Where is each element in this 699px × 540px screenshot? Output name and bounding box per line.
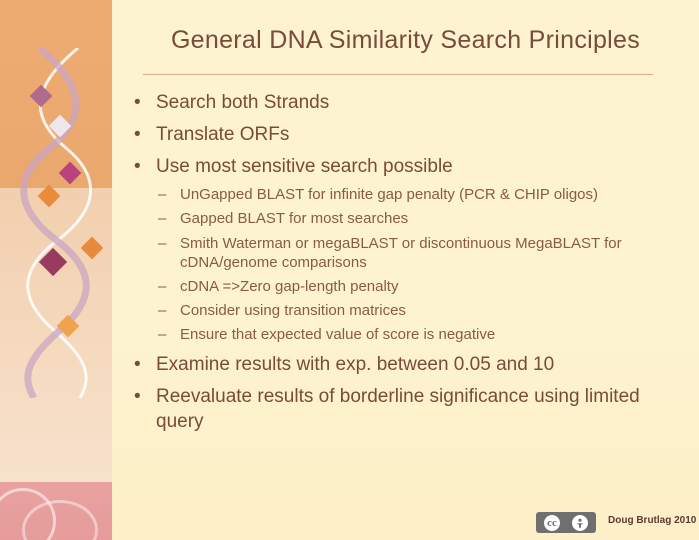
bullet-marker: • (134, 385, 141, 407)
sub-bullet-text: Smith Waterman or megaBLAST or discontinuous MegaBLAST for cDNA/genome comparisons (180, 234, 622, 271)
author-credit: Doug Brutlag 2010 (608, 515, 697, 526)
bullet-text: Translate ORFs (156, 124, 290, 146)
sub-list-item (156, 209, 688, 228)
list-item (128, 154, 688, 344)
bullet-marker: • (134, 156, 141, 178)
list-item (128, 352, 688, 377)
sub-bullet-text: Ensure that expected value of score is negative (180, 326, 496, 344)
bullet-text: Search both Strands (156, 92, 330, 113)
sub-bullet-marker: – (158, 186, 167, 204)
sub-bullet-marker: – (158, 277, 167, 295)
bullet-marker: • (134, 124, 141, 146)
decorative-side-band (0, 0, 112, 540)
slide-body (128, 90, 688, 441)
person-icon (575, 518, 585, 528)
bullet-text: Examine results with exp. between 0.05 and 10 (156, 353, 555, 375)
bullet-text: Use most sensitive search possible (156, 156, 453, 178)
sub-bullet-text: cDNA =>Zero gap-length penalty (180, 277, 399, 295)
sub-list-item (156, 301, 688, 320)
cc-by-icon (572, 515, 588, 531)
title-divider (143, 74, 653, 75)
bullet-marker: • (134, 353, 141, 375)
sub-bullet-marker: – (158, 302, 167, 320)
band-bottom-section (0, 482, 112, 540)
sub-bullet-text: Gapped BLAST for most searches (180, 210, 409, 228)
sub-list-item (156, 325, 688, 344)
list-item (128, 384, 688, 434)
dna-helix-icon (0, 48, 112, 398)
slide-title: General DNA Similarity Search Principles (170, 26, 641, 54)
sub-bullet-marker: – (158, 234, 167, 252)
sub-bullet-text: UnGapped BLAST for infinite gap penalty (PCR & CHIP oligos) (180, 186, 598, 204)
list-item (128, 122, 688, 147)
list-item (128, 90, 688, 115)
sub-list-item (156, 234, 688, 272)
sub-bullet-text: Consider using transition matrices (180, 302, 406, 320)
bullet-marker: • (134, 92, 141, 113)
sub-bullet-marker: – (158, 326, 167, 344)
sub-list-item (156, 277, 688, 296)
bullet-list (128, 90, 688, 434)
bullet-text: Reevaluate results of borderline significance using limited query (156, 385, 640, 432)
sub-bullet-list (156, 185, 688, 344)
sub-bullet-marker: – (158, 210, 167, 228)
sub-list-item (156, 185, 688, 204)
creative-commons-badge (536, 512, 596, 533)
cc-logo-icon: cc (544, 515, 560, 531)
